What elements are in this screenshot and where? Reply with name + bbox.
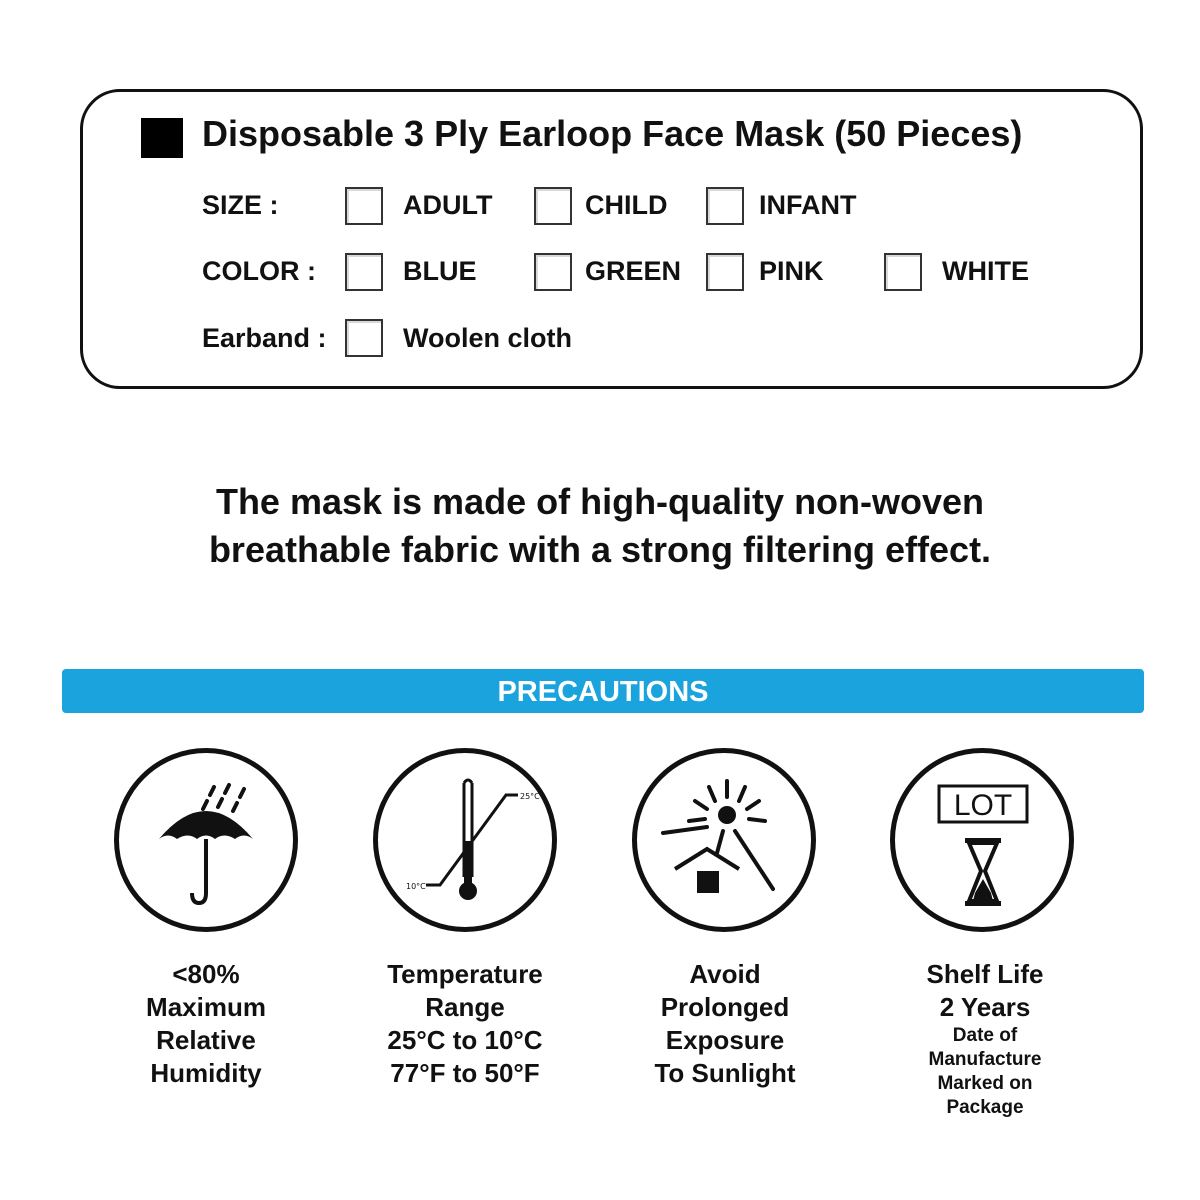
caption-small-line: Marked on xyxy=(937,1073,1033,1094)
temperature-caption xyxy=(345,958,585,1090)
size-label: SIZE : xyxy=(202,190,279,220)
caption-line: 77°F to 50°F xyxy=(390,1058,540,1088)
size-infant-label: INFANT xyxy=(759,190,857,220)
black-square-icon xyxy=(141,118,183,158)
product-description xyxy=(0,478,1200,574)
product-title: Disposable 3 Ply Earloop Face Mask (50 Pieces) xyxy=(202,113,1023,154)
upper-temp-mark: 25°C xyxy=(520,792,540,801)
caption-line: Shelf Life xyxy=(926,959,1044,989)
lot-text: LOT xyxy=(953,789,1013,822)
color-white-checkbox[interactable] xyxy=(884,253,922,291)
caption-line: Relative xyxy=(156,1025,256,1055)
caption-line: 2 Years xyxy=(939,992,1031,1022)
size-child-label: CHILD xyxy=(585,190,668,220)
size-child-checkbox[interactable] xyxy=(534,187,572,225)
humidity-caption xyxy=(86,958,326,1090)
description-line-2: breathable fabric with a strong filtering effect. xyxy=(208,529,992,570)
color-blue-checkbox[interactable] xyxy=(345,253,383,291)
color-pink-label: PINK xyxy=(759,256,824,286)
hourglass-icon xyxy=(890,748,1074,932)
thermometer-icon xyxy=(373,748,557,932)
caption-small-line: Package xyxy=(946,1097,1024,1118)
color-green-checkbox[interactable] xyxy=(534,253,572,291)
color-white-label: WHITE xyxy=(942,256,1029,286)
caption-line: Exposure xyxy=(665,1025,785,1055)
color-blue-label: BLUE xyxy=(403,256,477,286)
caption-small-line: Manufacture xyxy=(928,1049,1042,1070)
caption-line: <80% xyxy=(172,959,240,989)
sunlight-caption xyxy=(605,958,845,1090)
caption-line: Avoid xyxy=(689,959,761,989)
caption-line: Range xyxy=(425,992,505,1022)
size-infant-checkbox[interactable] xyxy=(706,187,744,225)
color-label: COLOR : xyxy=(202,256,316,286)
sunlight-icon xyxy=(632,748,816,932)
shelf-life-caption xyxy=(865,958,1105,1120)
color-green-label: GREEN xyxy=(585,256,682,286)
earband-label: Earband : xyxy=(202,323,327,353)
lower-temp-mark: 10°C xyxy=(406,882,426,891)
precautions-banner: PRECAUTIONS xyxy=(62,669,1144,713)
size-adult-label: ADULT xyxy=(403,190,493,220)
caption-line: Prolonged xyxy=(660,992,790,1022)
caption-line: Humidity xyxy=(150,1058,262,1088)
size-adult-checkbox[interactable] xyxy=(345,187,383,225)
caption-small-line: Date of xyxy=(952,1025,1018,1046)
earband-woolen-checkbox[interactable] xyxy=(345,319,383,357)
description-line-1: The mask is made of high-quality non-woven xyxy=(215,481,985,522)
color-pink-checkbox[interactable] xyxy=(706,253,744,291)
umbrella-icon xyxy=(114,748,298,932)
caption-line: 25°C to 10°C xyxy=(387,1025,543,1055)
caption-line: Temperature xyxy=(387,959,543,989)
caption-line: To Sunlight xyxy=(654,1058,796,1088)
caption-line: Maximum xyxy=(146,992,266,1022)
earband-woolen-label: Woolen cloth xyxy=(403,323,572,353)
